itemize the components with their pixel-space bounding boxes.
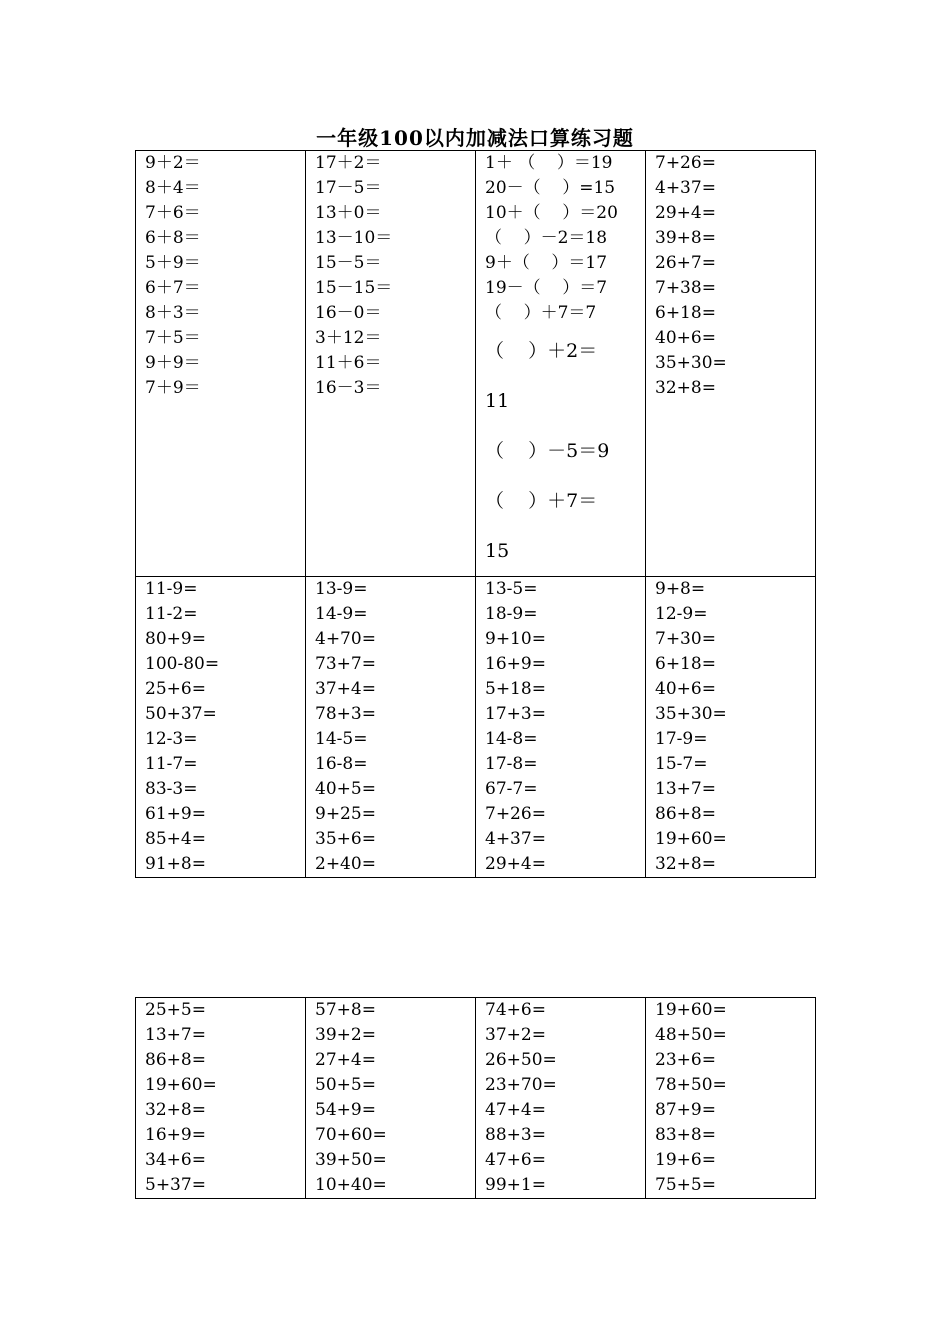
problem-item: 39+2=	[315, 1025, 376, 1045]
problem-item: 5+18=	[485, 679, 546, 699]
problem-column	[476, 998, 646, 1199]
problem-item: 16－3＝	[315, 378, 382, 398]
problem-item: 17－5＝	[315, 178, 382, 198]
problem-item: 85+4=	[145, 829, 206, 849]
problem-item: 9+8=	[655, 579, 706, 599]
problem-column	[136, 577, 306, 878]
problem-item: （ ）＋2＝	[485, 340, 598, 362]
problem-item: 29+4=	[485, 854, 546, 874]
problem-column	[306, 577, 476, 878]
problem-item: 34+6=	[145, 1150, 206, 1170]
problem-column	[136, 998, 306, 1199]
problem-column	[646, 151, 816, 577]
problem-item: 9＋9＝	[145, 353, 201, 373]
problem-item: （ ）＋7＝	[485, 490, 598, 512]
problem-column	[136, 151, 306, 577]
problem-item: 78+3=	[315, 704, 376, 724]
problem-column	[646, 998, 816, 1199]
problem-item: （ ）＋7＝7	[485, 303, 597, 323]
problem-item: 16+9=	[485, 654, 546, 674]
problem-item: 16－0＝	[315, 303, 382, 323]
problem-item: 13-9=	[315, 579, 368, 599]
problem-item: 10+40=	[315, 1175, 387, 1195]
problem-item: 8＋3＝	[145, 303, 201, 323]
problem-item: 16-8=	[315, 754, 368, 774]
problem-item: 100-80=	[145, 654, 220, 674]
problem-item: 11	[485, 390, 510, 412]
problem-item: 74+6=	[485, 1000, 546, 1020]
problem-item: 14-9=	[315, 604, 368, 624]
problem-item: 11-2=	[145, 604, 198, 624]
problem-item: 7＋9＝	[145, 378, 201, 398]
problem-item: 75+5=	[655, 1175, 716, 1195]
problem-item: 9+25=	[315, 804, 376, 824]
problem-item: 7+30=	[655, 629, 716, 649]
problem-item: （ ）－5＝9	[485, 440, 610, 462]
problem-item: 17-9=	[655, 729, 708, 749]
problem-item: 19－（ ）＝7	[485, 278, 608, 298]
problem-item: 35+30=	[655, 704, 727, 724]
problem-item: 17＋2＝	[315, 153, 382, 173]
problem-item: 9＋2＝	[145, 153, 201, 173]
problem-column	[306, 998, 476, 1199]
problem-item: 86+8=	[655, 804, 716, 824]
problem-item: 48+50=	[655, 1025, 727, 1045]
problem-item: 40+6=	[655, 679, 716, 699]
problem-column	[306, 151, 476, 577]
problem-item: 83-3=	[145, 779, 198, 799]
problem-item: 50+37=	[145, 704, 217, 724]
problem-item: 13-5=	[485, 579, 538, 599]
problem-item: 20－（ ）=15	[485, 178, 616, 198]
problem-item: 47+6=	[485, 1150, 546, 1170]
problem-item: 9+10=	[485, 629, 546, 649]
problem-item: 32+8=	[655, 854, 716, 874]
problem-item: 4+37=	[485, 829, 546, 849]
problem-item: 2+40=	[315, 854, 376, 874]
problem-item: 87+9=	[655, 1100, 716, 1120]
problem-item: 27+4=	[315, 1050, 376, 1070]
problem-item: 32+8=	[655, 378, 716, 398]
problem-item: 35+30=	[655, 353, 727, 373]
problem-item: 18-9=	[485, 604, 538, 624]
problem-item: （ ）－2＝18	[485, 228, 608, 248]
problem-item: 7＋5＝	[145, 328, 201, 348]
problem-item: 47+4=	[485, 1100, 546, 1120]
problem-item: 19+60=	[145, 1075, 217, 1095]
problem-item: 25+6=	[145, 679, 206, 699]
problem-item: 13＋0＝	[315, 203, 382, 223]
problem-item: 5＋9＝	[145, 253, 201, 273]
problem-item: 6+18=	[655, 654, 716, 674]
problem-item: 6＋7＝	[145, 278, 201, 298]
problem-item: 19+6=	[655, 1150, 716, 1170]
problem-item: 5+37=	[145, 1175, 206, 1195]
problem-item: 7+26=	[655, 153, 716, 173]
problem-item: 86+8=	[145, 1050, 206, 1070]
problem-item: 40+6=	[655, 328, 716, 348]
problem-column	[476, 151, 646, 577]
problem-item: 7＋6＝	[145, 203, 201, 223]
exercise-table-2	[135, 997, 816, 1199]
problem-item: 70+60=	[315, 1125, 387, 1145]
problem-item: 73+7=	[315, 654, 376, 674]
problem-item: 99+1=	[485, 1175, 546, 1195]
problem-item: 7+26=	[485, 804, 546, 824]
problem-item: 11-7=	[145, 754, 198, 774]
problem-item: 4+70=	[315, 629, 376, 649]
problem-item: 54+9=	[315, 1100, 376, 1120]
problem-item: 4+37=	[655, 178, 716, 198]
problem-item: 78+50=	[655, 1075, 727, 1095]
problem-item: 1＋ （ ）＝19	[485, 153, 613, 173]
problem-column	[646, 577, 816, 878]
problem-item: 14-8=	[485, 729, 538, 749]
exercise-table-1	[135, 150, 816, 878]
problem-item: 15－5＝	[315, 253, 382, 273]
problem-item: 17-8=	[485, 754, 538, 774]
problem-item: 11-9=	[145, 579, 198, 599]
problem-item: 6+18=	[655, 303, 716, 323]
problem-item: 57+8=	[315, 1000, 376, 1020]
problem-item: 13+7=	[145, 1025, 206, 1045]
problem-item: 6＋8＝	[145, 228, 201, 248]
problem-item: 23+70=	[485, 1075, 557, 1095]
problem-item: 37+4=	[315, 679, 376, 699]
problem-item: 32+8=	[145, 1100, 206, 1120]
problem-item: 29+4=	[655, 203, 716, 223]
problem-item: 15	[485, 540, 510, 562]
page-title: 一年级100以内加减法口算练习题	[316, 126, 634, 150]
problem-item: 9＋（ ）＝17	[485, 253, 608, 273]
problem-item: 15－15＝	[315, 278, 393, 298]
problem-item: 7+38=	[655, 278, 716, 298]
problem-item: 15-7=	[655, 754, 708, 774]
problem-item: 3＋12＝	[315, 328, 382, 348]
problem-item: 83+8=	[655, 1125, 716, 1145]
problem-item: 67-7=	[485, 779, 538, 799]
problem-item: 12-3=	[145, 729, 198, 749]
problem-item: 16+9=	[145, 1125, 206, 1145]
problem-item: 39+8=	[655, 228, 716, 248]
problem-item: 14-5=	[315, 729, 368, 749]
problem-item: 17+3=	[485, 704, 546, 724]
problem-item: 40+5=	[315, 779, 376, 799]
problem-item: 8＋4＝	[145, 178, 201, 198]
problem-item: 50+5=	[315, 1075, 376, 1095]
problem-item: 11＋6＝	[315, 353, 382, 373]
table-row	[136, 998, 816, 1199]
problem-item: 26+50=	[485, 1050, 557, 1070]
problem-item: 26+7=	[655, 253, 716, 273]
problem-item: 37+2=	[485, 1025, 546, 1045]
table-row	[136, 577, 816, 878]
problem-item: 35+6=	[315, 829, 376, 849]
problem-item: 39+50=	[315, 1150, 387, 1170]
problem-item: 13+7=	[655, 779, 716, 799]
problem-item: 25+5=	[145, 1000, 206, 1020]
problem-item: 19+60=	[655, 829, 727, 849]
problem-item: 88+3=	[485, 1125, 546, 1145]
problem-item: 12-9=	[655, 604, 708, 624]
table-row	[136, 151, 816, 577]
problem-item: 61+9=	[145, 804, 206, 824]
problem-item: 80+9=	[145, 629, 206, 649]
problem-item: 23+6=	[655, 1050, 716, 1070]
problem-column	[476, 577, 646, 878]
problem-item: 91+8=	[145, 854, 206, 874]
problem-item: 19+60=	[655, 1000, 727, 1020]
problem-item: 13－10＝	[315, 228, 393, 248]
problem-item: 10＋（ ）＝20	[485, 203, 618, 223]
